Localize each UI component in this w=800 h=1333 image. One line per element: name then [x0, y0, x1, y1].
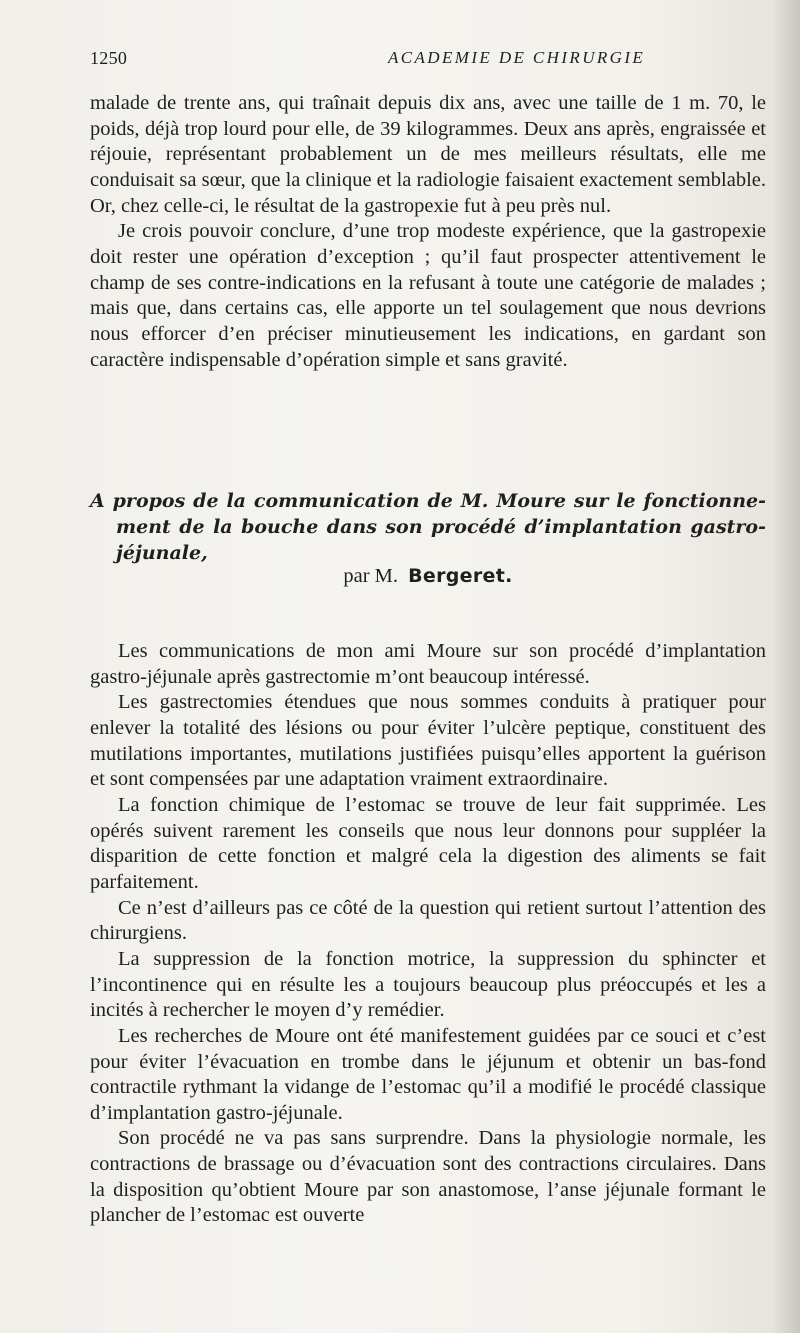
paragraph: Les recherches de Moure ont été manifestement guidées par ce souci et c’est pour éviter l’évacuation en trombe dans le jéjunum et obtenir un bas-fond contractile rythmant la vidange de l’estomac qu’il a modifié le procédé classique d’implantation gastro-jéjunale.	[90, 1024, 766, 1124]
article-title	[90, 488, 766, 566]
paragraph: Les communications de mon ami Moure sur son procédé d’implantation gastro-jéjunale après gastrectomie m’ont beaucoup intéressé.	[90, 640, 766, 688]
article-body	[90, 639, 766, 1229]
page-header	[90, 48, 766, 72]
paragraph: Ce n’est d’ailleurs pas ce côté de la question qui retient surtout l’attention des chirurgiens.	[90, 896, 766, 945]
page-number: 1250	[90, 48, 128, 68]
paragraph: malade de trente ans, qui traînait depuis dix ans, avec une taille de 1 m. 70, le poids, déjà trop lourd pour elle, de 39 kilogrammes. Deux ans après, engraissée et réjouie, représentant probablement un de mes meilleurs résultats, elle me conduisait sa sœur, que la clinique et la radiologie faisaient exactement semblable. Or, chez celle-ci, le résultat de la gastropexie fut à peu près nul.	[90, 92, 767, 217]
byline	[90, 565, 766, 588]
paragraph: Les gastrectomies étendues que nous sommes conduits à pratiquer pour enlever la totalité des lésions ou pour éviter l’ulcère peptique, constituent des mutilations importantes, mutilations justifiées puisqu’elles apportent la guérison et sont compensées par une adaptation vraiment extraordinaire.	[90, 691, 766, 791]
article-title-text: A propos de la communication de M. Moure sur le fonctionnement de la bouche dans son procédé d’implantation gastrojéjunale,	[90, 490, 766, 564]
paragraph: La suppression de la fonction motrice, la suppression du sphincter et l’incontinence qui en résulte les a toujours beaucoup plus préoccupés et les a incités à rechercher le moyen d’y remédier.	[90, 947, 766, 1022]
paragraph: La fonction chimique de l’estomac se trouve de leur fait supprimée. Les opérés suivent rarement les conseils que nous leur donnons pour suppléer la disparition de cette fonction et malgré cela la digestion des aliments se fait parfaitement.	[90, 793, 766, 893]
paragraph: Son procédé ne va pas sans surprendre. Dans la physiologie normale, les contractions de brassage ou d’évacuation sont des contractions circulaires. Dans la disposition qu’obtient Moure par son anastomose, l’anse jéjunale formant le plancher de l’estomac est ouverte	[90, 1127, 766, 1227]
byline-prefix: par M.	[343, 565, 399, 587]
author-name: Bergeret.	[408, 565, 513, 587]
running-head: ACADEMIE DE CHIRURGIE	[388, 48, 646, 67]
continued-text	[90, 91, 766, 373]
paragraph: Je crois pouvoir conclure, d’une trop modeste expérience, que la gastropexie doit rester une opération d’exception ; qu’il faut prospecter attentivement le champ de ses contre-indications en la refusant à toute une catégorie de malades ; mais que, dans certains cas, elle apporte un tel soulagement que nous devrions nous efforcer d’en préciser minutieusement les indications, en gardant son caractère indispensable d’opération simple et sans gravité.	[90, 220, 766, 371]
page-edge-shadow	[772, 0, 800, 1333]
